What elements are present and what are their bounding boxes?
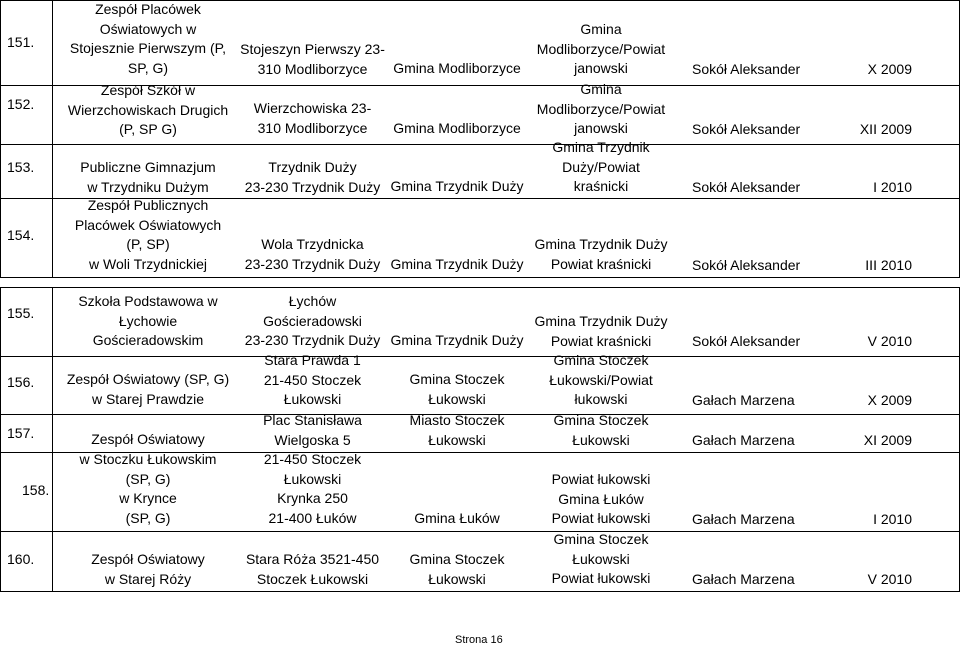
row-number: 158.: [22, 482, 50, 498]
school-name: Zespół Oświatowy: [91, 431, 205, 447]
gmina: Gmina Trzydnik Duży: [390, 332, 524, 348]
date: V 2010: [867, 571, 912, 587]
row-number: 154.: [7, 227, 35, 243]
row-number: 155.: [7, 305, 35, 321]
person-name: Gałach Marzena: [692, 571, 795, 587]
school-name: Publiczne Gimnazjum w Trzydniku Dużym: [80, 159, 216, 195]
gmina: Gmina Trzydnik Duży: [390, 256, 524, 272]
table-border: [0, 591, 960, 592]
date: XII 2009: [859, 121, 912, 137]
person-name: Sokół Aleksander: [692, 257, 801, 273]
gmina: Miasto Stoczek Łukowski: [409, 412, 505, 448]
gmina: Gmina Modliborzyce: [393, 120, 521, 136]
school-name: Zespół Oświatowy w Starej Róży: [91, 551, 205, 587]
date: X 2009: [867, 61, 912, 77]
authority: Gmina Modliborzyce/Powiat janowski: [536, 81, 666, 136]
school-name: Szkoła Podstawowa w Łychowie Gościeradowskim: [78, 293, 218, 348]
table-border: [0, 277, 960, 278]
authority: Gmina Stoczek Łukowski Powiat łukowski: [551, 531, 651, 586]
school-address: Wierzchowiska 23- 310 Modliborzyce: [253, 100, 372, 136]
table-border: [0, 287, 960, 288]
school-address: Stara Prawda 1 21-450 Stoczek Łukowski: [263, 352, 362, 407]
date: III 2010: [865, 257, 912, 273]
school-name: Zespół Oświatowy (SP, G) w Starej Prawdzie: [66, 371, 230, 407]
gmina: Gmina Łuków: [414, 510, 500, 526]
row-divider: [0, 356, 960, 357]
school-address: Stara Róża 3521-450 Stoczek Łukowski: [245, 551, 380, 587]
person-name: Gałach Marzena: [692, 511, 795, 527]
gmina: Gmina Trzydnik Duży: [390, 178, 524, 194]
school-address: Wola Trzydnicka 23-230 Trzydnik Duży: [244, 236, 381, 272]
row-number: 152.: [7, 96, 35, 112]
date: I 2010: [873, 179, 912, 195]
col-divider: [52, 0, 53, 278]
row-number: 156.: [7, 374, 35, 390]
person-name: Sokół Aleksander: [692, 121, 801, 137]
col-divider: [0, 0, 1, 278]
person-name: Sokół Aleksander: [692, 61, 801, 77]
person-name: Sokół Aleksander: [692, 179, 801, 195]
row-number: 157.: [7, 425, 35, 441]
col-divider: [52, 287, 53, 592]
gmina: Gmina Modliborzyce: [393, 60, 521, 76]
school-name: w Stoczku Łukowskim (SP, G) w Krynce (SP, G): [79, 451, 217, 526]
page-number: Strona 16: [455, 634, 503, 646]
school-address: Łychów Gościeradowski 23-230 Trzydnik Duży: [244, 293, 381, 348]
row-number: 151.: [7, 34, 35, 50]
school-name: Zespół Placówek Oświatowych w Stojesznie Pierwszym (P, SP, G): [69, 1, 227, 76]
person-name: Sokół Aleksander: [692, 333, 801, 349]
authority: Gmina Trzydnik Duży Powiat kraśnicki: [534, 313, 668, 349]
row-divider: [0, 531, 960, 532]
authority: Gmina Modliborzyce/Powiat janowski: [536, 21, 666, 76]
school-name: Zespół Szkół w Wierzchowiskach Drugich (P, SP G): [67, 82, 229, 137]
school-address: Trzydnik Duży 23-230 Trzydnik Duży: [244, 159, 381, 195]
date: V 2010: [867, 333, 912, 349]
authority: Powiat łukowski Gmina Łuków Powiat łukowski: [551, 471, 651, 526]
person-name: Gałach Marzena: [692, 432, 795, 448]
person-name: Gałach Marzena: [692, 392, 795, 408]
authority: Gmina Trzydnik Duży Powiat kraśnicki: [534, 236, 668, 272]
school-address: Stojeszyn Pierwszy 23- 310 Modliborzyce: [240, 41, 385, 77]
date: X 2009: [867, 392, 912, 408]
authority: Gmina Stoczek Łukowski/Powiat łukowski: [549, 352, 653, 407]
row-divider: [0, 144, 960, 145]
gmina: Gmina Stoczek Łukowski: [409, 551, 505, 587]
date: XI 2009: [863, 432, 912, 448]
row-number: 160.: [7, 551, 35, 567]
gmina: Gmina Stoczek Łukowski: [409, 371, 505, 407]
row-number: 153.: [7, 159, 35, 175]
authority: Gmina Stoczek Łukowski: [553, 412, 649, 448]
date: I 2010: [873, 511, 912, 527]
school-address: 21-450 Stoczek Łukowski Krynka 250 21-400 Łuków: [263, 451, 362, 526]
col-divider: [0, 287, 1, 592]
school-name: Zespół Publicznych Placówek Oświatowych (P, SP) w Woli Trzydnickiej: [74, 197, 222, 272]
school-address: Plac Stanisława Wielgoska 5: [263, 412, 362, 448]
authority: Gmina Trzydnik Duży/Powiat kraśnicki: [552, 139, 650, 194]
